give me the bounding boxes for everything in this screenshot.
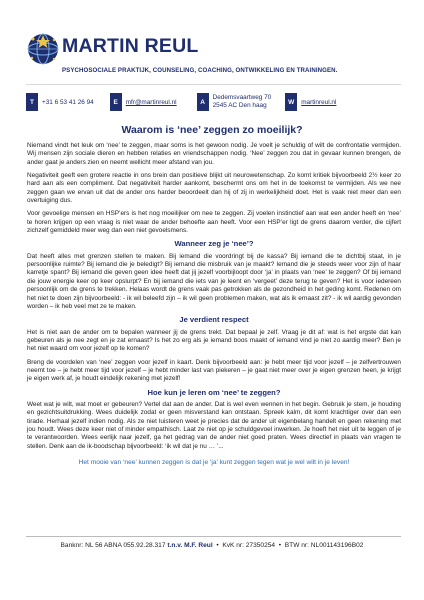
bank-number: Banknr: NL 56 ABNA 055.92.28.317 <box>60 542 166 549</box>
header-divider <box>26 84 401 85</box>
paragraph-benefits: Breng de voordelen van ‘nee’ zeggen voor jezelf in kaart. Denk bijvoorbeeld aan: je hebt meer tijd voor jezelf – je zelfvertrouwen neemt toe – je hebt meer tijd voor jezelf – je hebt minder last van piekeren – je gaat niet meer over je eigen grenzen heen, je krijgt je eigen werk af, je houdt eindelijk rekening met jezelf! <box>27 358 401 383</box>
heading-leren: Hoe kun je leren om ‘nee’ te zeggen? <box>147 387 281 397</box>
btw-number: BTW nr: NL001143196B02 <box>284 542 364 549</box>
address-label-icon: A <box>197 93 209 111</box>
article-body <box>27 142 401 467</box>
footer-divider <box>26 536 401 537</box>
paragraph-how-to: Weet wat je wilt, wat moet er gebeuren? Vertel dat aan de ander. Dat is wel even wennen in het begin. Gebruik je stem, je houding en gezichtsuitdrukking. Wees duidelijk zodat er geen misverstand kan ontstaan. Spreek kalm, dit komt krachtiger over dan een tirade. Herhaal jezelf indien nodig. Als ze niet luisteren weet je precies dat de ander uit eigenbelang handelt en geen rekening met jou houdt. Wees deze keer niet of minder empathisch. Laat ze niet op je schuldgevoel inwerken. Je hoeft het niet uit te leggen of je te verantwoorden. Wees eerlijk naar jezelf, ga het gedrag van de ander niet goed praten. Wees directief in plaats van vragen te stellen. Denk aan de ik-boodschap bijvoorbeeld: ‘ik wil dat je nu … ’... <box>27 400 401 450</box>
globe-star-logo-icon <box>26 32 60 66</box>
contact-bar <box>26 88 401 116</box>
brand-tagline: PSYCHOSOCIALE PRAKTIJK, COUNSELING, COACHING, ONTWIKKELING EN TRAININGEN. <box>62 67 338 74</box>
phone-label-icon: T <box>26 93 38 111</box>
paragraph-hsp: Voor gevoelige mensen en HSP’ers is het nog moeilijker om nee te zeggen. Zij voelen instinctief aan wat een ander heeft en ‘nee’ te horen krijgen op een vraag is niet waar de ander behoefte aan heeft. Voor een HSP’er ligt de grens daarom verder, die cijfert zichzelf gemiddeld meer weg dan een niet gevoelsmens. <box>27 210 401 235</box>
website-link[interactable]: martinreul.nl <box>301 98 337 106</box>
footer <box>0 542 424 549</box>
paragraph-respect: Het is niet aan de ander om te bepalen wanneer jij de grens trekt. Dat bepaal je zelf. Vraag je dit af: wat is het ergste dat kan gebeuren als je nee zegt en je zat ernaast? Is het zo erg als je iemand boos maakt of iemand vind je niet zo aardig meer? Ben je het niet waard om voor jezelf op te komen? <box>27 328 401 353</box>
page-header <box>26 32 406 82</box>
email-label-icon: E <box>110 93 122 111</box>
email-link[interactable]: mfr@martinreul.nl <box>125 98 177 106</box>
web-label-icon: W <box>285 93 297 111</box>
article-title: Waarom is ‘nee’ zeggen zo moeilijk? <box>121 124 303 136</box>
address <box>213 94 272 110</box>
footer-separator: • <box>278 542 282 549</box>
address-line-2: 2545 AC Den haag <box>212 102 267 109</box>
address-line-1: Dedemsvaartweg 70 <box>212 94 272 101</box>
footer-separator: • <box>216 542 219 549</box>
paragraph-intro: Niemand vindt het leuk om ‘nee’ te zeggen, maar soms is het gewoon nodig. Je voelt je schuldig of wilt de confrontatie vermijden. Wij mensen zijn sociale dieren en hebben relaties en vriendschappen nodig. ‘Nee’ zeggen zou dat in gevaar kunnen brengen, de ander gaat je anders zien en neemt wellicht meer afstand van jou. <box>27 142 401 166</box>
kvk-number: KvK nr: 27350254 <box>222 542 276 549</box>
bank-account-name: t.n.v. M.F. Reul <box>167 542 213 549</box>
paragraph-negativity: Negativiteit geeft een grotere reactie in ons brein dan positieve blijkt uit neurowetenschap. Zo komt kritiek bijvoorbeeld 2½ keer zo hard aan als een compliment. Dat negativiteit harder aankomt, beschermt ons om het in de toekomst te vermijden. Als we nee zeggen gaan we ervan uit dat de ander ons harder beoordeelt dan hij of zij in werkelijkheid doet. Het is vaak niet meer dan een overtuiging dus. <box>27 172 401 205</box>
heading-respect: Je verdient respect <box>179 315 249 325</box>
paragraph-boundaries: Dat heeft alles met grenzen stellen te maken. Bij iemand die voordringt bij de kassa? Bij iemand die te dichtbij staat, in je persoonlijke ruimte? Bij iemand die je beledigt? Bij iemand die misbruik van je maakt? Iemand die je steeds weer voor zijn of haar karretje spant? Bij iemand die geven geen idee heeft dat jij jezelf voorbijloopt door ‘ja’ in plaats van ‘nee’ te zeggen? Of bij iemand die jouw energie keer op keer opslurpt? En bij iemand die iets van je leent en ‘vergeet’ deze terug te geven? Het is voor iedereen persoonlijk om de grens te trekken. Helaas wordt de grens vaak pas getrokken als de gezondheid in het geding komt. Redenen om het niet te doen zijn bijvoorbeeld: - ik wil beleefd zijn – ik wil geen problemen maken, wat als ik ernaast zit? - ik wil aardig gevonden worden – ik heb veel met ze te maken. <box>27 252 401 310</box>
brand-name: MARTIN REUL <box>62 35 199 57</box>
closing-quote: Het mooie van ‘nee’ kunnen zeggen is dat je ‘ja’ kunt zeggen tegen wat je wel wilt in je leven! <box>78 459 350 466</box>
phone-number: +31 6 53 41 26 94 <box>42 98 94 106</box>
heading-wanneer: Wanneer zeg je ‘nee’? <box>174 239 254 249</box>
